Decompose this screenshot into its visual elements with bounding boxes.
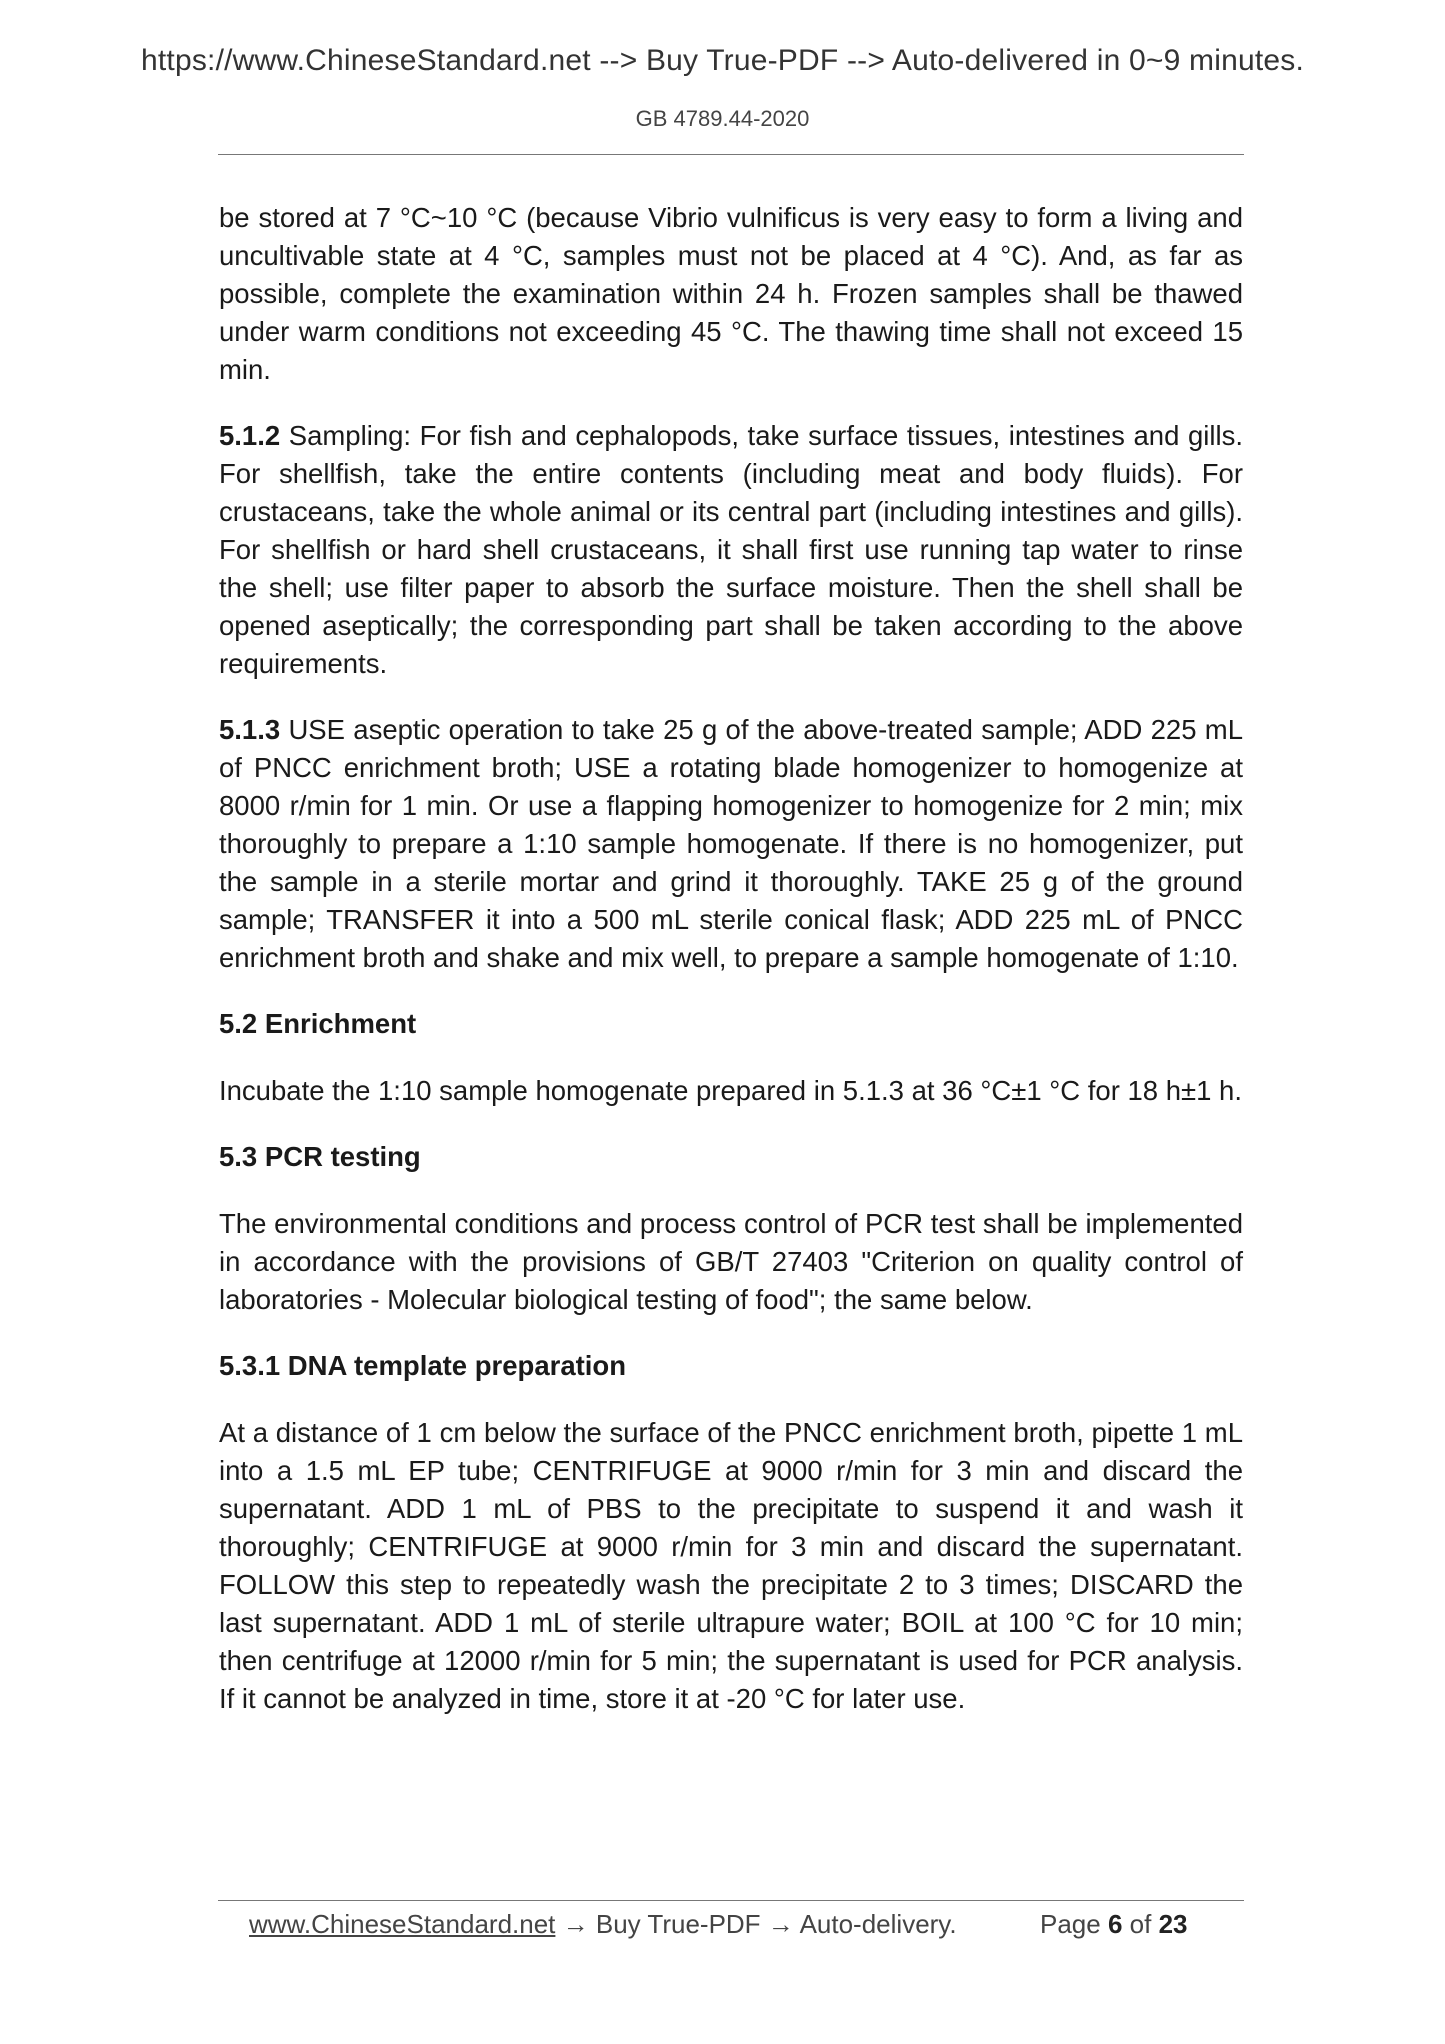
paragraph-text: USE aseptic operation to take 25 g of the above-treated sample; ADD 225 mL of PNCC enrichment broth; USE a rotating blade homogenizer to homogenize at 8000 r/min for 1 min. Or use a flapping homogenizer to homogenize for 2 min; mix thoroughly to prepare a 1:10 sample homogenate. If there is no homogenizer, put the sample in a sterile mortar and grind it thoroughly. TAKE 25 g of the ground sample; TRANSFER it into a 500 mL sterile conical flask; ADD 225 mL of PNCC enrichment broth and shake and mix well, to prepare a sample homogenate of 1:10. <box>219 714 1243 973</box>
paragraph-enrichment: Incubate the 1:10 sample homogenate prepared in 5.1.3 at 36 °C±1 °C for 18 h±1 h. <box>219 1075 1242 1106</box>
paragraph-5-1-3 <box>219 711 1243 977</box>
total-pages: 23 <box>1158 1909 1188 1939</box>
paragraph-pcr: The environmental conditions and process control of PCR test shall be implemented in accordance with the provisions of GB/T 27403 "Criterion on quality control of laboratories - Molecular biological testing of food"; the same below. <box>219 1208 1243 1315</box>
footer-rule <box>218 1900 1244 1901</box>
paragraph-storage: be stored at 7 °C~10 °C (because Vibrio vulnificus is very easy to form a living and uncultivable state at 4 °C, samples must not be placed at 4 °C). And, as far as possible, complete the examination within 24 h. Frozen samples shall be thawed under warm conditions not exceeding 45 °C. The thawing time shall not exceed 15 min. <box>219 202 1243 385</box>
footer-link[interactable]: www.ChineseStandard.net <box>249 1909 556 1939</box>
paragraph-text: Sampling: For fish and cephalopods, take surface tissues, intestines and gills. For shellfish, take the entire contents (including meat and body fluids). For crustaceans, take the whole animal or its central part (including intestines and gills). For shellfish or hard shell crustaceans, it shall first use running tap water to rinse the shell; use filter paper to absorb the surface moisture. Then the shell shall be opened aseptically; the corresponding part shall be taken according to the above requirements. <box>219 420 1243 679</box>
paragraph-dna-template: At a distance of 1 cm below the surface of the PNCC enrichment broth, pipette 1 mL into a 1.5 mL EP tube; CENTRIFUGE at 9000 r/min for 3 min and discard the supernatant. ADD 1 mL of PBS to the precipitate to suspend it and wash it thoroughly; CENTRIFUGE at 9000 r/min for 3 min and discard the supernatant. FOLLOW this step to repeatedly wash the precipitate 2 to 3 times; DISCARD the last supernatant. ADD 1 mL of sterile ultrapure water; BOIL at 100 °C for 10 min; then centrifuge at 12000 r/min for 5 min; the supernatant is used for PCR analysis. If it cannot be analyzed in time, store it at -20 °C for later use. <box>219 1417 1243 1714</box>
footer-text: → Buy True-PDF → Auto-delivery. <box>555 1909 957 1939</box>
header-rule <box>218 154 1244 155</box>
clause-number: 5.1.3 <box>219 714 281 745</box>
paragraph-5-1-2 <box>219 417 1243 683</box>
doc-id: GB 4789.44-2020 <box>635 106 810 131</box>
header-banner: https://www.ChineseStandard.net --> Buy True-PDF --> Auto-delivered in 0~9 minutes. <box>141 44 1304 77</box>
page-body <box>219 199 1243 1746</box>
heading-5-3: 5.3 PCR testing <box>219 1141 421 1172</box>
page-indicator <box>1040 1906 1187 1942</box>
page-label: Page <box>1040 1909 1108 1939</box>
page-number: 6 <box>1107 1909 1123 1939</box>
of-label: of <box>1122 1909 1159 1939</box>
page-footer <box>249 1906 1209 1942</box>
clause-number: 5.1.2 <box>219 420 281 451</box>
heading-5-2: 5.2 Enrichment <box>219 1008 417 1039</box>
heading-5-3-1: 5.3.1 DNA template preparation <box>219 1350 627 1381</box>
